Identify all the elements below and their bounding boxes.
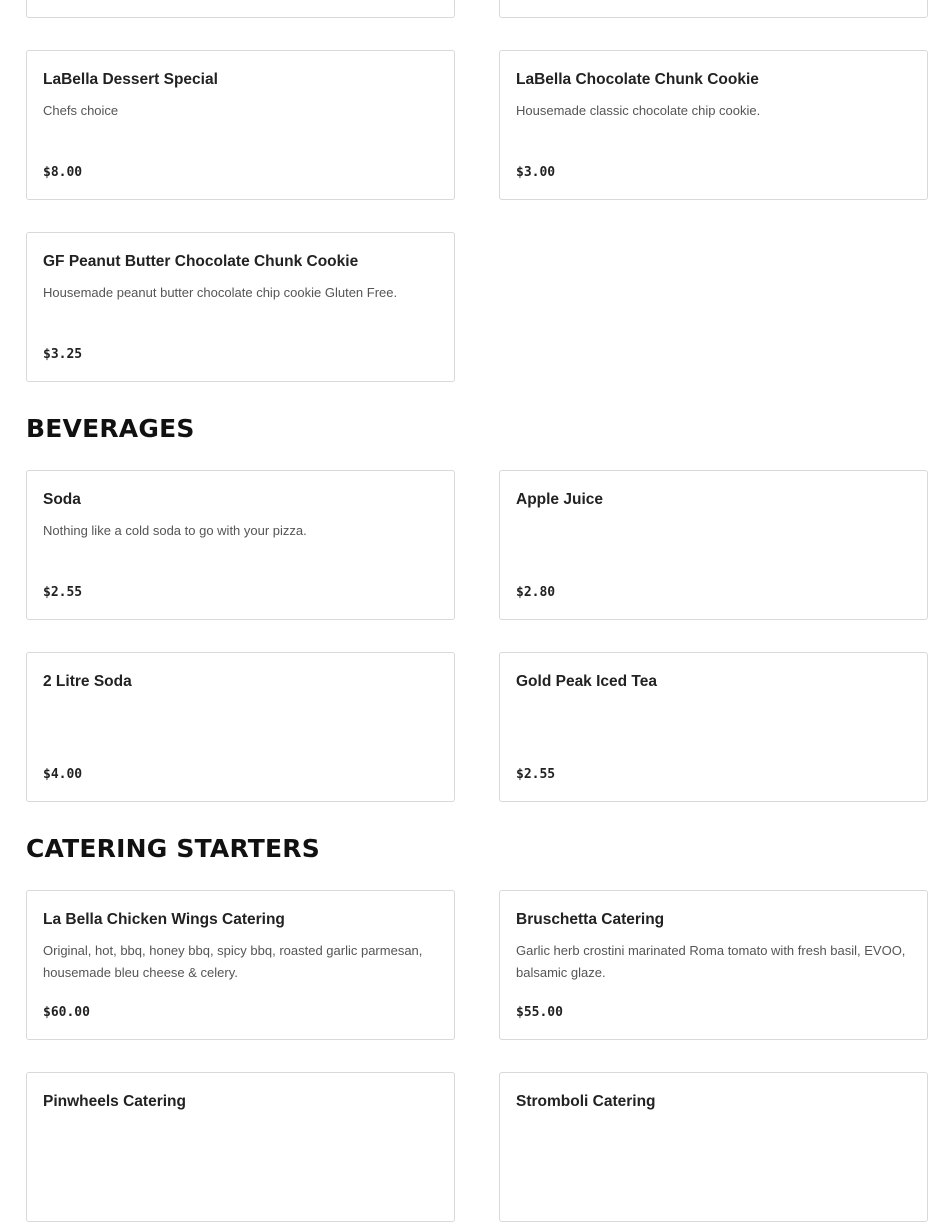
item-name: Gold Peak Iced Tea bbox=[516, 673, 657, 690]
item-name: Bruschetta Catering bbox=[516, 911, 665, 928]
item-name: LaBella Dessert Special bbox=[43, 71, 218, 88]
item-description: Chefs choice bbox=[43, 103, 119, 118]
section-title-beverages: BEVERAGES bbox=[26, 414, 195, 443]
menu-item-card-partial[interactable] bbox=[499, 0, 928, 18]
item-name: LaBella Chocolate Chunk Cookie bbox=[516, 71, 759, 88]
menu-item-card[interactable] bbox=[499, 652, 928, 802]
item-name: GF Peanut Butter Chocolate Chunk Cookie bbox=[43, 253, 359, 270]
menu-item-card[interactable] bbox=[499, 1072, 928, 1222]
item-description: Garlic herb crostini marinated Roma tomato with fresh basil, EVOO, balsamic glaze. bbox=[516, 943, 906, 980]
menu-item-card[interactable] bbox=[26, 652, 455, 802]
item-description: Original, hot, bbq, honey bbq, spicy bbq, roasted garlic parmesan, housemade bleu cheese & celery. bbox=[43, 943, 423, 980]
item-description: Housemade peanut butter chocolate chip cookie Gluten Free. bbox=[43, 285, 398, 300]
item-price: $4.00 bbox=[43, 767, 83, 782]
menu-item-card[interactable] bbox=[26, 1072, 455, 1222]
item-price: $2.55 bbox=[43, 585, 83, 600]
item-price: $3.00 bbox=[516, 165, 556, 180]
item-price: $2.55 bbox=[516, 767, 556, 782]
menu-item-card[interactable] bbox=[26, 890, 455, 1040]
item-price: $3.25 bbox=[43, 347, 83, 362]
item-price: $55.00 bbox=[516, 1005, 563, 1020]
menu-item-card-partial[interactable] bbox=[26, 0, 455, 18]
item-description: Housemade classic chocolate chip cookie. bbox=[516, 103, 761, 118]
item-name: Stromboli Catering bbox=[516, 1093, 656, 1110]
item-price: $60.00 bbox=[43, 1005, 90, 1020]
menu-item-card[interactable] bbox=[26, 470, 455, 620]
item-description: Nothing like a cold soda to go with your pizza. bbox=[43, 523, 307, 538]
item-name: Pinwheels Catering bbox=[43, 1093, 186, 1110]
item-price: $2.80 bbox=[516, 585, 556, 600]
menu-item-card[interactable] bbox=[26, 50, 455, 200]
section-title-catering-starters: CATERING STARTERS bbox=[26, 834, 320, 863]
menu-item-card[interactable] bbox=[499, 890, 928, 1040]
item-name: Soda bbox=[43, 491, 81, 508]
item-name: Apple Juice bbox=[516, 491, 603, 508]
menu-item-card[interactable] bbox=[499, 50, 928, 200]
menu-item-card[interactable] bbox=[499, 470, 928, 620]
item-name: La Bella Chicken Wings Catering bbox=[43, 911, 285, 928]
menu-item-card[interactable] bbox=[26, 232, 455, 382]
item-name: 2 Litre Soda bbox=[43, 673, 132, 690]
item-price: $8.00 bbox=[43, 165, 83, 180]
